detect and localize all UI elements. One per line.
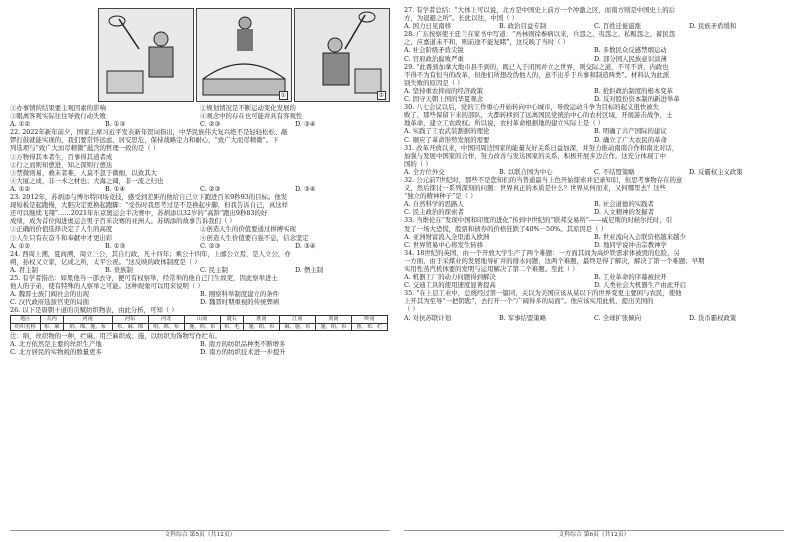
option: B. 政治目益专制	[499, 22, 547, 31]
question-30	[404, 103, 784, 143]
table-cell: 施、绢、布	[243, 323, 279, 330]
option: D. 部分国人民族意识淡薄	[594, 54, 667, 63]
question-line: 32. 公元前7世纪时，那些不是您知们的当普通最当上色开始探索并记录知识，但思考事物存在的意	[404, 175, 683, 184]
table-note: 注：绢，丝织物的一种，纻麻，用苎麻织成；施，以纺织为饰物写作纻布。	[10, 332, 221, 341]
question-line: 29. “此番到加拿大地市县不到的，既已入于闭国并立之世界，则交际之道，不可不讲，内政也	[404, 62, 669, 71]
option: B. 军事结盟策略	[499, 313, 547, 322]
q22-choices	[10, 185, 390, 193]
question-24	[10, 250, 390, 274]
question-line: 义，然后探讨一系列深刻的问题：世界真正的本质是什么？世界从何而来，又何哪里去？这些	[404, 184, 667, 193]
option: D. 人类社会大机器生产由此开启	[594, 281, 687, 290]
cartoon-panel-1	[98, 8, 194, 102]
cartoon-panel-3	[294, 8, 390, 102]
option: B. 工业革命的序幕被拉开	[594, 273, 667, 282]
question-line: 加强与发展中国家的合作，努力改善与发达国家的关系，积极开展多边合作。这充分体现了中	[404, 151, 667, 160]
question-line: 发了一场大恐慌，股票和债券的价格狂跌了40%－50%。其原因是（ ）	[404, 224, 607, 233]
option: C. 顺应了革命形势发展的需要	[404, 135, 490, 144]
q25-options	[10, 290, 390, 306]
option: A. 社会阶级矛盾尖锐	[404, 46, 464, 55]
q23-choices	[10, 242, 390, 250]
cartoon-number: ①	[280, 92, 286, 99]
q35-options	[404, 314, 784, 322]
cartoon-number: ②	[378, 92, 384, 99]
option: A. 国力日见南移	[404, 22, 452, 31]
question-25	[10, 274, 390, 306]
question-line: 28. 广东按察使王廷兰在家书中写道：“吾林则徐参病以来，兵怨之、夷怨之、私贩怨之、蓄民怨	[404, 30, 676, 39]
q21-options	[10, 104, 390, 120]
option: C. 世界贸易中心将发生转移	[404, 240, 484, 249]
option: B. 社会道德的实践者	[594, 200, 654, 209]
table-cell: 麻、施、布	[279, 323, 315, 330]
table-cell: 蕉、布、纻	[351, 323, 387, 330]
question-23	[10, 193, 390, 250]
table-cell: 布、毛	[220, 323, 243, 330]
question-22	[10, 128, 390, 193]
question-line: 31. 改革开放以来，中国同周边国家的能量友好关系日益加深，并努力推动南南合作和南北对话，	[404, 143, 679, 152]
question-line: 35. “在上层工业中，总统经过第一篇同，关以为美国应该从某以下的世界变更主要困与农民，使他	[404, 289, 682, 298]
q30-options	[404, 127, 784, 143]
question-line: 一方面，由于采煤业的发展地导矿井的排水问题，这两个难题，最终是得了解决，解决了第一个难题；早期	[404, 256, 705, 265]
q28-options	[404, 46, 784, 62]
option: B. 明确了共产国际的建议	[594, 127, 667, 136]
choice: C. 民主制	[200, 265, 228, 274]
option: C. 交通工具的使用速度显著提高	[404, 281, 496, 290]
option: B. 刚察科举制度建立的条件	[200, 290, 280, 299]
question-32	[404, 176, 784, 216]
option: B. 世亚流向入会联资格越来越少	[594, 232, 686, 241]
question-line: 23. 2012年，苏炳添与博尔特同场竞技，感受到差距的他给自己立下跑进百米9秒93的目标。他发	[10, 193, 288, 202]
page-5	[10, 0, 390, 542]
option: ①办事情的结果要主观因素的影响	[10, 104, 106, 112]
option: ②创造人生的价值要通过拼搏实现	[200, 225, 296, 234]
option: ②规划情况是不断运动变化发展的	[200, 104, 296, 112]
question-29	[404, 63, 784, 103]
option: A. 亚洲财富流入全里涌入欧洲	[404, 232, 490, 241]
table-cell: 纺织名称	[11, 323, 41, 330]
option: C. 北方居民的实物税的数量更多	[10, 348, 102, 357]
table-row	[11, 323, 388, 330]
cartoon-strip	[98, 8, 388, 102]
choice: C. ②③	[200, 120, 221, 129]
choice: B. 贵族制	[105, 265, 133, 274]
option: A. 北方依然是主要的丝织生产地	[10, 340, 102, 349]
q23-options	[10, 225, 390, 241]
table-row	[11, 316, 388, 323]
question-line: 30. 八七会议以后，党的工作重心开始转向中心城市，导致运动斗争为目标的起义很快被失	[404, 103, 660, 112]
table-cell: 河南	[63, 316, 112, 323]
question-34	[404, 249, 784, 289]
option: ④大厦之成，非一木之材也；大海之阔，非一流之归也	[10, 176, 164, 185]
choice: B. ①③	[105, 241, 126, 250]
q31-options	[404, 168, 784, 176]
choice: A. 君主制	[10, 265, 38, 274]
q33-options	[404, 233, 784, 249]
q29-options	[404, 87, 784, 103]
option: D. 地同学说冲击宗教神学	[594, 240, 667, 249]
option: ①正确的价值选择决定了人生的高度	[10, 225, 113, 234]
choice: C. ②③	[200, 184, 221, 193]
table-cell: 布、麻、绵	[112, 323, 148, 330]
cartoon-panel-2	[196, 8, 292, 102]
option: ③禁微则易，救末者难，人莫不忽于微细，以致其大	[10, 168, 157, 177]
table-cell: 淮南	[243, 316, 279, 323]
question-line: 27. 有学者总结：“大体上可以说，北方是中国史上前方一个冲激之区，而南方则是中国史上的后	[404, 6, 676, 14]
q32-options	[404, 200, 784, 216]
question-31	[404, 144, 784, 176]
question-line: 34. 18世纪的英国，由一个开放大学生产了两个难题：一方面其间为高炉铁需求体被毁的危险，另	[404, 248, 680, 257]
choice: B. ①④	[105, 184, 126, 193]
question-line: 列选项与“致广大而尽精微”蕴含的哲理一致的是（ ）	[10, 144, 160, 153]
choice: D. ③④	[295, 241, 316, 250]
table-cell: 剑南	[315, 316, 351, 323]
table-cell: 关内	[40, 316, 63, 323]
table-cell: 布、麻	[40, 323, 63, 330]
table-cell: 施、绢、布	[184, 323, 220, 330]
question-line: 不得不为有恒当的改革，但他们所想改伪他人的，意不出乎于兵事和制造两类”。材料认为此派	[404, 70, 670, 79]
table-cell: 施、绢、布	[315, 323, 351, 330]
table-cell: 绢、绵、布	[148, 323, 184, 330]
question-line: 还可以继续飞翔”……2021年东京奥运会半决赛中，苏炳添以32岁的“高龄”跑出9秒83的好	[10, 209, 268, 218]
question-line: 方，为退避之所”。长此以往，中国（ ）	[404, 14, 518, 23]
question-line: 33. 当维伦在“发现中国和印度的进化”传到中世纪的“联邦交易所”——威尼斯的时候尔托时，引	[404, 216, 673, 225]
option: ④创造人生价值要自强不息，信念坚定	[200, 233, 309, 242]
question-26	[10, 306, 390, 356]
table-cell: 河北	[148, 316, 184, 323]
option: ②行之而则知愈进，知之深则行愈达	[10, 160, 113, 169]
question-line: 25. 有学者指出：如果他当一部去守，便可有权察举，经常举的他自己门生故吏，因此察举进士	[10, 273, 278, 282]
choice: C. ②③	[200, 241, 221, 250]
option: C. 官府政治腐败严重	[404, 54, 464, 63]
option: A. 坚持重农抑商的经济政策	[404, 86, 483, 95]
choice: D. ③④	[295, 120, 316, 129]
option: D. 货币霸权政策	[689, 313, 737, 322]
page-footer: 文科综合 第5页（共12页）	[164, 531, 236, 538]
question-line: 锣打鼓就能实现的，我们要常怀远虑、居安思危，保持战略定力和耐心，“致广大而尽精微”。下	[10, 136, 279, 145]
tribute-table	[10, 315, 388, 331]
question-line: （ ）	[404, 305, 419, 314]
choice: A. ①②	[10, 241, 31, 250]
option: A. 机器工厂的动力问题得到解决	[404, 273, 496, 282]
option: B. 抢拒政治制度的根本变革	[594, 86, 674, 95]
option: ③人生只有在奋斗和奉献中才更出彩	[10, 233, 113, 242]
question-line: 之，应嘉道未不和，则前途不能复睹”，这反映了当时（ ）	[404, 38, 570, 47]
option: C. 百姓迁徙滋涨	[594, 22, 642, 31]
option: D. 反霸权主义政策	[689, 167, 743, 176]
choice: D. ③④	[295, 184, 316, 193]
question-line: 败了，那些保留下来的部队，大都转移到了远离国民党统治中心的农村区域，开展游击战争，土	[404, 111, 673, 120]
option: A. 对抗苏联计划	[404, 313, 452, 322]
q26-options	[10, 340, 390, 356]
option: ①万物得其本者生，百事得其道者成	[10, 152, 113, 161]
option: D. 魏晋时期重视的传统弊病	[200, 298, 280, 307]
option: ④观念中的存在也可能并具有客观性	[200, 112, 303, 121]
table-cell: 陇右	[220, 316, 243, 323]
q24-choices	[10, 266, 390, 274]
option: B. 以联合国为中心	[499, 167, 553, 176]
option: D. 南方的纺织技术进一步提升	[200, 348, 286, 357]
option: B. 多数民众反感禁烟运动	[594, 46, 667, 55]
option: A. 自然科学的思路人	[404, 200, 464, 209]
option: B. 南方的纺织品种类不断增多	[200, 340, 286, 349]
question-27	[404, 6, 784, 30]
question-line: 朔，孙权又立家，亿成之所，太平公祝。“这反映的政体制度是（ ）	[10, 257, 201, 266]
question-line: 24. 西周上溯，夏商溯，周立三公，其自行政，凡十四年；乘公十四年，上邮公立焉，是人立公，亦	[10, 249, 291, 258]
question-line: 国的（ ）	[404, 159, 432, 168]
question-line: 地革命，建立工农政权。所以说，农村革命根据地的建立实际上是（ ）	[404, 119, 605, 128]
question-line: “独立的精神种子”是（ ）	[404, 192, 477, 201]
table-cell: 岭南	[351, 316, 387, 323]
choice: D. 僭主制	[295, 265, 324, 274]
table-cell: 山南	[184, 316, 220, 323]
option: C. 汉代政府选拔官吏的局面	[10, 298, 90, 307]
option: C. 全球扩张倾向	[594, 313, 642, 322]
question-line: 22. 2022年新年前夕，国家主席习近平发表新年贺词指出，中华民族伟大复兴绝不是轻轻松松、敲	[10, 128, 288, 137]
option: C. 民主政治的探索者	[404, 208, 464, 217]
option: C. 固守天朝上国的华夏观念	[404, 95, 484, 104]
option: A. 魏晋士族门阀社会的出现	[10, 290, 89, 299]
choice: A. ①②	[10, 184, 31, 193]
option: A. 实践了工农武装割据的理论	[404, 127, 490, 136]
question-line: 现短板是起跑慢，大胆决定更换起跑脚：“受伤时我思考过是不是换起步脚，但我告诉自己，真这样	[10, 201, 289, 210]
question-33	[404, 216, 784, 248]
question-line: 实用性蒸汽机体要的发明与运用解决了第二个难题。至此（ ）	[404, 265, 579, 273]
table-cell: 绢、绵、施、布	[63, 323, 112, 330]
question-35	[404, 289, 784, 321]
table-cell: 河东	[112, 316, 148, 323]
page-footer: 文科综合 第6页（共12页）	[558, 531, 630, 538]
table-cell: 地区	[11, 316, 41, 323]
choice: A. ①②	[10, 120, 31, 129]
option: ③眼离客观实际往往导致行动失败	[10, 112, 106, 121]
question-line: 别失败的原因是（ ）	[404, 78, 464, 87]
option: D. 人文精神的发掘者	[594, 208, 655, 217]
question-line: 26. 以下是唐朝十道的贡赋纺织物表，由此分析，可知（ ）	[10, 306, 178, 315]
option: D. 反对股份资本制的新进举革	[594, 95, 680, 104]
question-line: 成绩，成为首位闯进奥运会男子百米决赛的亚洲人。苏炳添的故事告诉我们（ ）	[10, 217, 236, 226]
option: D. 确立了广大农民的革命	[594, 135, 667, 144]
choice: B. ①③	[105, 120, 126, 129]
question-line: 他人的子弟，使有特殊的人察举之可能。这种现象可以用来说明（ ）	[10, 282, 204, 291]
table-cell: 江南	[279, 316, 315, 323]
q34-options	[404, 273, 784, 289]
page-6	[404, 0, 784, 542]
question-28	[404, 30, 784, 62]
option: A. 全方位外交	[404, 167, 445, 176]
option: D. 民族矛盾缓和	[689, 22, 737, 31]
option: C. 不结盟策略	[594, 167, 635, 176]
question-line: 上开其为至导“一把钥匙”，去打开一个“广阔得多的局面”。他应该实用此机，提出美国的	[404, 297, 654, 306]
